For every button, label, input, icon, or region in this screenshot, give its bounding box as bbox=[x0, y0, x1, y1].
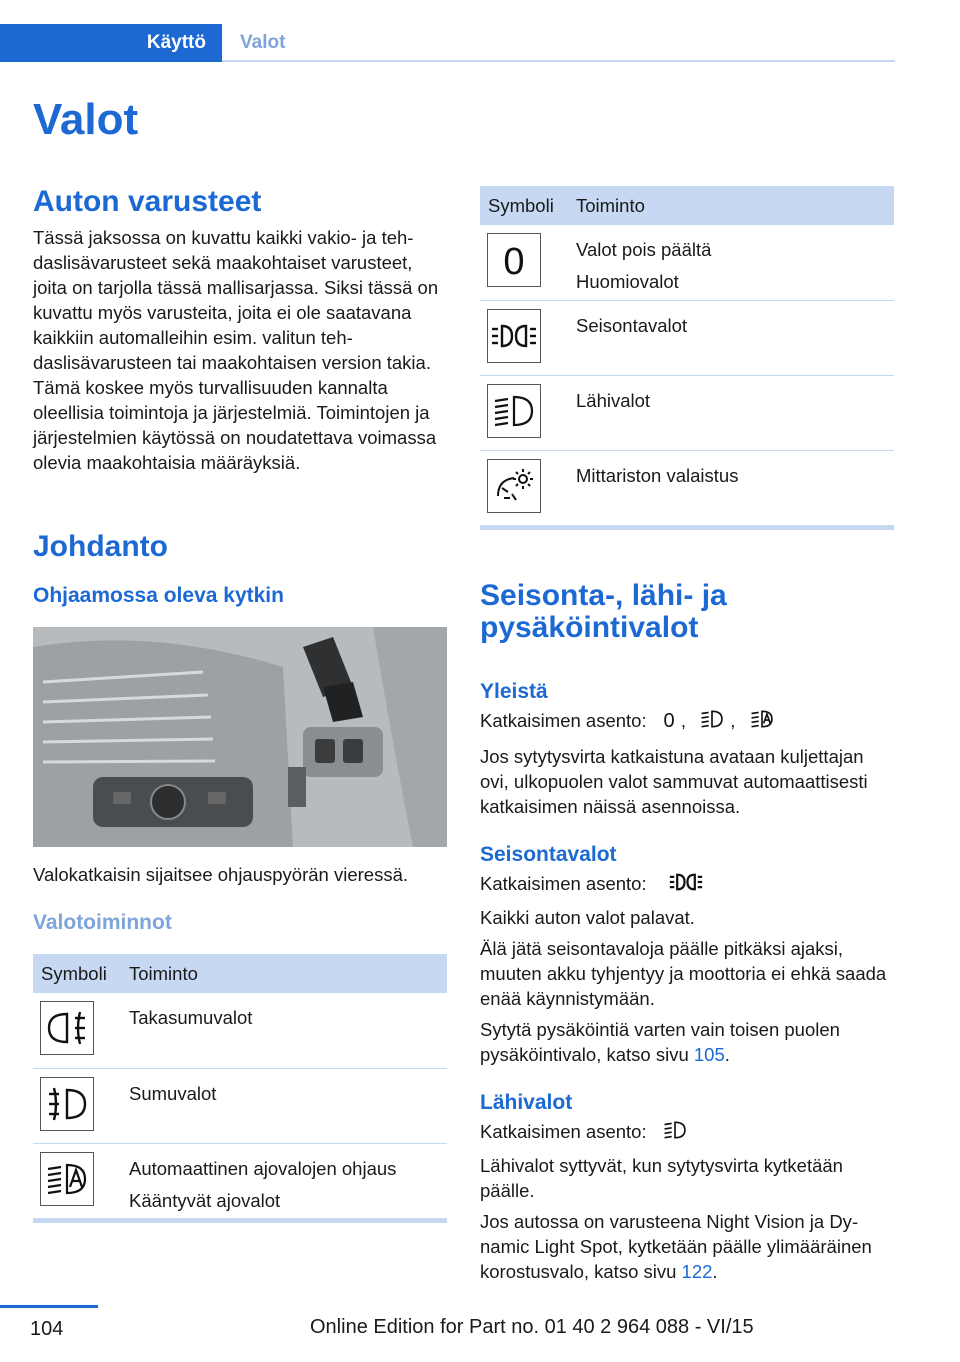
right-symbol-table bbox=[480, 186, 894, 530]
page-title: Valot bbox=[33, 95, 139, 144]
position-separator: , bbox=[680, 710, 687, 731]
equipment-heading: Auton varusteet bbox=[33, 185, 262, 218]
svg-text:0: 0 bbox=[663, 710, 675, 731]
page-link-122[interactable]: 122 bbox=[681, 1261, 713, 1283]
low-beam-icon bbox=[662, 1119, 688, 1147]
edition-text: Online Edition for Part no. 01 40 2 964 088 - VI/15 bbox=[310, 1316, 754, 1338]
equipment-section bbox=[33, 185, 447, 475]
photo-caption: Valokatkaisin sijaitsee ohjauspyörän vieressä. bbox=[33, 864, 408, 885]
low-beam-p2-end: . bbox=[712, 1261, 718, 1283]
function-text: Huomiovalot bbox=[576, 271, 679, 292]
svg-text:0: 0 bbox=[503, 241, 525, 280]
instrument-lighting-icon bbox=[487, 459, 541, 513]
low-beam-position-line bbox=[480, 1119, 894, 1147]
auto-headlight-icon bbox=[749, 708, 775, 736]
col-function-header: Toiminto bbox=[123, 954, 447, 993]
col-symbol-header: Symboli bbox=[480, 186, 570, 225]
position-separator: , bbox=[730, 710, 736, 731]
parking-light-icon bbox=[487, 309, 541, 363]
parking-p1: Kaikki auton valot palavat. bbox=[480, 907, 695, 929]
low-beam-icon bbox=[487, 384, 541, 438]
section-tab: Käyttö bbox=[0, 24, 222, 62]
switch-subheading: Ohjaamossa oleva kytkin bbox=[33, 584, 284, 607]
chapter-tab: Valot bbox=[240, 32, 286, 53]
position-label: Katkaisimen asento: bbox=[480, 710, 647, 731]
caption-section bbox=[33, 862, 447, 935]
function-text: Mittariston valaistus bbox=[576, 464, 739, 486]
table-end-rule bbox=[33, 1218, 447, 1223]
lights-off-icon bbox=[662, 708, 676, 736]
low-beam-p1: Lähivalot syttyvät, kun sytytysvirta kytketään päälle. bbox=[480, 1155, 843, 1202]
light-switch-photo bbox=[33, 627, 447, 847]
page-header bbox=[0, 24, 895, 62]
general-heading: Yleistä bbox=[480, 680, 548, 703]
rear-fog-light-icon bbox=[40, 1001, 94, 1055]
low-beam-icon bbox=[699, 708, 725, 736]
parking-position-line bbox=[480, 871, 894, 899]
function-text: Lähivalot bbox=[576, 389, 651, 411]
table-row bbox=[33, 993, 447, 1068]
col-function-header: Toiminto bbox=[570, 186, 894, 225]
table-row bbox=[480, 375, 894, 450]
parking-p2: Älä jätä seisontavaloja päälle pitkäksi ajaksi, muuten akku tyhjentyy ja moottoria ei ehkä saada enää käynnistymään. bbox=[480, 938, 887, 1010]
table-row bbox=[480, 450, 894, 525]
low-beam-heading: Lähivalot bbox=[480, 1091, 573, 1115]
intro-heading: Johdanto bbox=[33, 530, 168, 563]
col-symbol-header: Symboli bbox=[33, 954, 123, 993]
table-row bbox=[33, 1143, 447, 1218]
intro-section bbox=[33, 530, 447, 608]
general-position-line bbox=[480, 708, 894, 736]
footer-rule bbox=[0, 1305, 98, 1308]
header-rule bbox=[222, 60, 895, 62]
page-number: 104 bbox=[30, 1318, 64, 1340]
low-beam-p2 bbox=[480, 1209, 894, 1284]
low-beam-p2-text: Jos autossa on varusteena Night Vision ja Dynamic Light Spot, kytketään päälle ylimääräinen korostusvalo, katso sivu bbox=[480, 1211, 872, 1283]
parking-light-icon bbox=[662, 871, 710, 899]
parking-heading: Seisontavalot bbox=[480, 843, 617, 867]
parking-p3-text: Sytytä pysäköintiä varten vain toisen puolen pysäköintivalo, katso sivu bbox=[480, 1019, 840, 1066]
table-end-rule bbox=[480, 525, 894, 530]
page-link-105[interactable]: 105 bbox=[693, 1044, 725, 1066]
function-text: Valot pois päältä bbox=[576, 239, 712, 260]
function-text: Seisontavalot bbox=[576, 314, 688, 336]
function-text: Kääntyvät ajovalot bbox=[129, 1189, 281, 1211]
function-text: Automaattinen ajovalojen ohjaus bbox=[129, 1157, 397, 1179]
table-row bbox=[480, 300, 894, 375]
function-text: Takasumuvalot bbox=[129, 1007, 253, 1028]
parking-p3 bbox=[480, 1017, 894, 1067]
front-fog-light-icon bbox=[40, 1077, 94, 1131]
table-row bbox=[480, 225, 894, 300]
lights-off-icon bbox=[487, 233, 541, 287]
position-label: Katkaisimen asento: bbox=[480, 873, 647, 895]
auto-headlight-icon bbox=[40, 1152, 94, 1206]
lights-section bbox=[480, 580, 894, 1284]
table-row bbox=[33, 1068, 447, 1143]
functions-heading: Valotoiminnot bbox=[33, 911, 172, 934]
position-label: Katkaisimen asento: bbox=[480, 1121, 647, 1143]
equipment-body: Tässä jaksossa on kuvattu kaikki vakio- ja tehdaslisävarusteet sekä maakohtaiset varusteet, joita on tarjolla tässä mallisarjassa. Siksi tässä on kuvattu myös varusteita, joita ei ole saatavana kaikkiin automalleihin esim. valitun tehdaslisävarusteen tai maakohtaisen version takia. Tämä koskee myös turvallisuuden kannalta oleellisia toimintoja ja järjestelmiä. Toimintojen ja järjestelmien käytössä on noudatettava voimassa olevia maakohtaisia määräyksiä. bbox=[33, 227, 439, 473]
function-text: Sumuvalot bbox=[129, 1082, 217, 1104]
left-symbol-table bbox=[33, 954, 447, 1223]
parking-p3-end: . bbox=[724, 1044, 730, 1066]
general-body: Jos sytytysvirta katkaistuna avataan kuljettajan ovi, ulkopuolen valot sammuvat automaattisesti katkaisimen näissä asennoissa. bbox=[480, 746, 868, 818]
lights-heading: Seisonta-, lähi- ja pysäköintivalot bbox=[480, 579, 727, 644]
